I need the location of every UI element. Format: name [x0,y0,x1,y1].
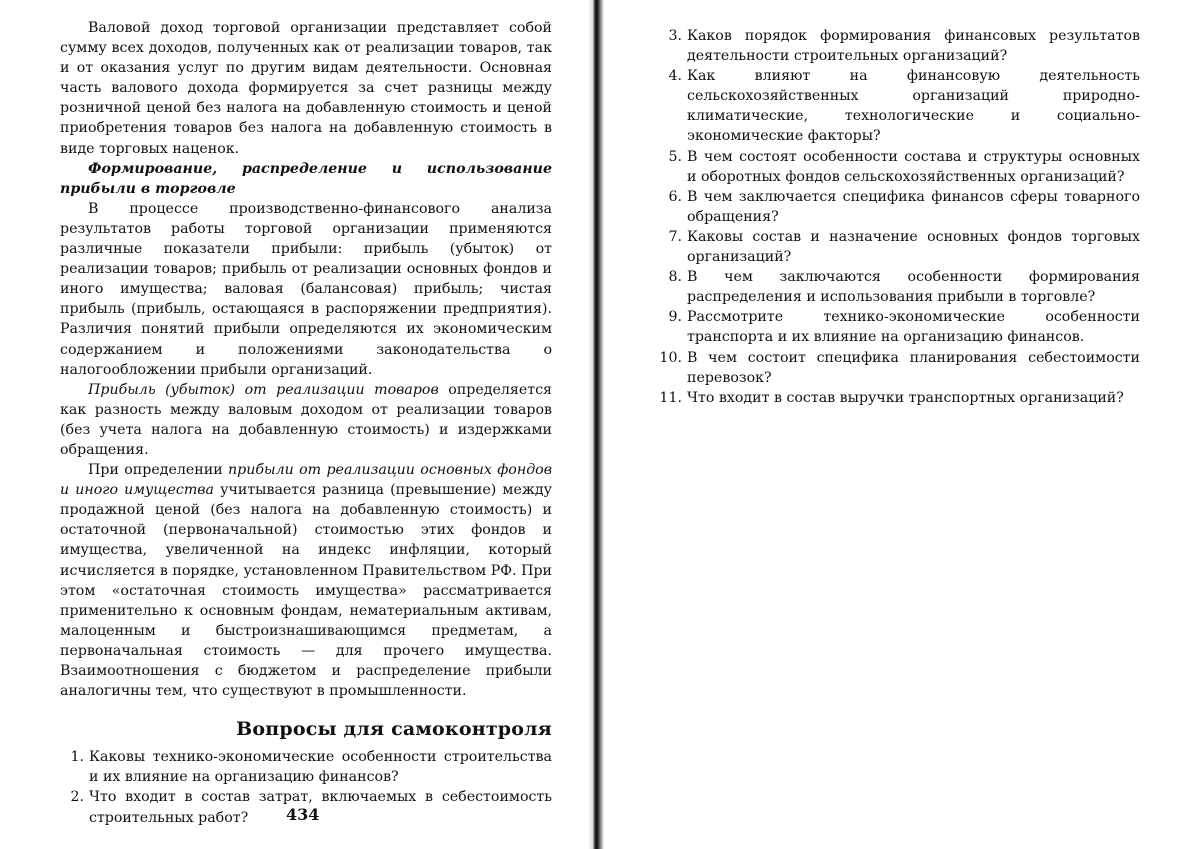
question-text: Что входит в состав выручки транспортных организаций? [687,389,1124,406]
question-text: В чем состоит специфика планирования себестоимости перевозок? [687,349,1140,386]
question-text: Каковы технико-экономические особенности строительства и их влияние на организацию финансов? [89,749,552,786]
question-number: 7. [668,228,682,245]
question-number: 9. [668,309,682,326]
page-number: 434 [286,805,320,824]
question-number: 5. [668,148,682,165]
paragraph-text: определяется как разность между валовым доходом от реализации товаров (без учета налога на добавленную стоимость) и издержками обращения. [60,381,552,458]
right-page [604,0,1200,849]
paragraph-text: учитывается разница (превышение) между продажной ценой (без налога на добавленную стоимость) и остаточной (первоначальной) стоимостью этих фондов и имущества, увеличенной на индекс инфляции, который исчисляется в порядке, установленном Правительством РФ. При этом «остаточная стоимость имущества» рассматривается применительно к основным фондам, нематериальным активам, малоценным и быстроизнашивающимся предметам, а первоначальная стоимость — для прочего имущества. Взаимоотношения с бюджетом и распределение прибыли аналогичны тем, что существуют в промышленности. [60,482,552,700]
question-number: 2. [70,789,84,806]
question-item [656,388,1140,408]
question-text: В чем состоят особенности состава и структуры основных и оборотных фондов сельскохозяйственных организаций? [687,148,1140,185]
question-number: 4. [668,68,682,85]
paragraph-gross-income: Валовой доход торговой организации представляет собой сумму всех доходов, полученных как от реализации товаров, так и от оказания услуг по другим видам деятельности. Основная часть валового дохода формируется за счет разницы между розничной ценой без налога на добавленную стоимость и ценой приобретения товаров без налога на добавленную стоимость в виде торговых наценок. [60,20,552,157]
question-item [656,187,1140,227]
right-text-column [656,26,1140,408]
paragraph-profit-indicators: В процессе производственно-финансового анализа результатов работы торговой организации применяются различные показатели прибыли: прибыль (убыток) от реализации товаров; прибыль от реализации основных фондов и иного имущества; валовая (балансовая) прибыль; чистая прибыль (прибыль, остающаяся в распоряжении предприятия). Различия понятий прибыли определяются их экономическим содержанием и положениями законодательства о налогообложении прибыли организаций. [60,200,552,378]
paragraph-profit-from-sales [60,380,552,460]
question-number: 10. [659,349,682,366]
questions-heading: Вопросы для самоконтроля [236,718,552,741]
question-text: Рассмотрите технико-экономические особенности транспорта и их влияние на организацию финансов. [687,309,1140,346]
term-profit-from-assets: прибыли от реализации основных фондов и иного имущества [60,462,552,499]
question-number: 1. [70,749,84,766]
section-subheading: Формирование, распределение и использование прибыли в торговле [60,160,552,197]
questions-list-right [656,26,1140,408]
question-item [656,267,1140,307]
question-number: 8. [668,269,682,286]
question-text: В чем заключаются особенности формирования распределения и использования прибыли в торговле? [687,269,1140,306]
paragraph-text: При определении [88,462,229,479]
paragraph-profit-from-assets [60,460,552,701]
question-text: Что входит в состав затрат, включаемых в себестоимость строительных работ? [89,789,552,826]
question-number: 6. [668,188,682,205]
question-text: Каков порядок формирования финансовых результатов деятельности строительных организаций? [687,28,1140,65]
left-page [0,0,596,849]
term-profit-from-sales: Прибыль (убыток) от реализации товаров [88,381,439,398]
question-number: 3. [668,28,682,44]
question-text: В чем заключается специфика финансов сферы товарного обращения? [687,188,1140,225]
question-text: Каковы состав и назначение основных фондов торговых организаций? [687,228,1140,266]
left-text-column [60,18,552,828]
question-number: 11. [659,389,682,406]
question-item [656,147,1140,187]
question-item [656,66,1140,146]
question-text: Как влияют на финансовую деятельность сельскохозяйственных организаций природно-климатические, технологические и социально-экономические факторы? [687,68,1140,145]
question-item [656,348,1140,388]
question-item [60,747,552,787]
question-item [656,26,1140,66]
question-item [656,227,1140,267]
question-item [656,307,1140,347]
book-spine-gutter [588,0,604,849]
